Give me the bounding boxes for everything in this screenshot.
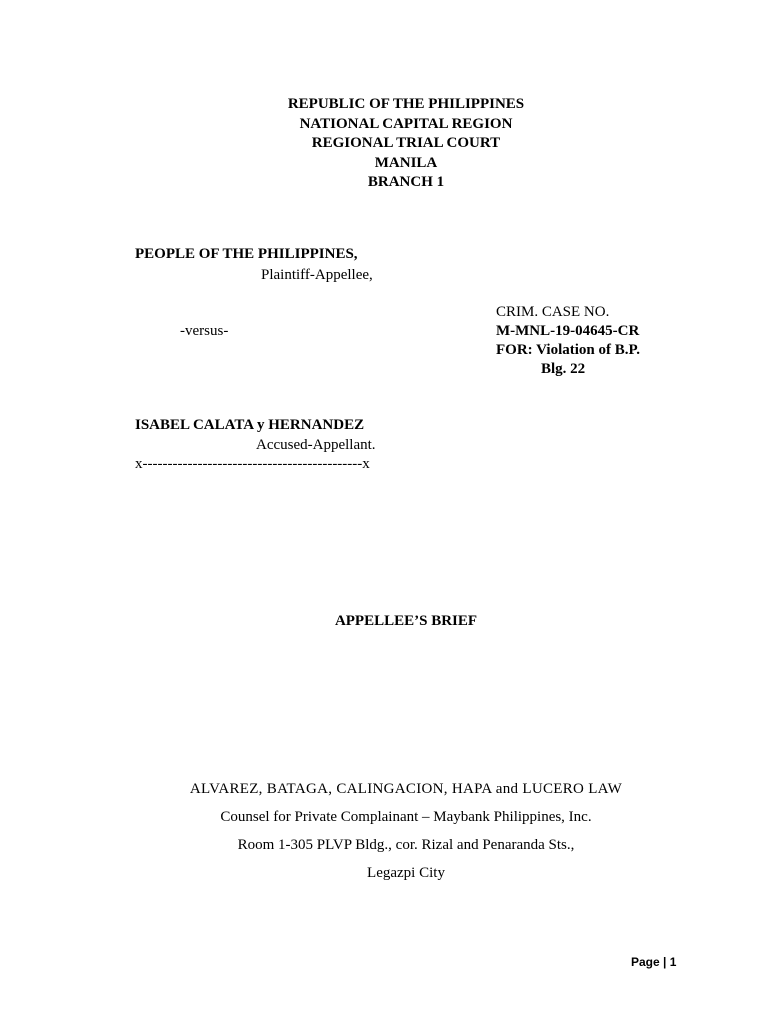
case-charge-continued: Blg. 22	[541, 361, 586, 377]
versus-label: -versus-	[180, 323, 229, 339]
counsel-city: Legazpi City	[367, 865, 445, 881]
accused-name: ISABEL CALATA y HERNANDEZ	[135, 417, 365, 433]
plaintiff-name: PEOPLE OF THE PHILIPPINES,	[135, 246, 358, 262]
court-header-line: BRANCH 1	[367, 174, 445, 190]
document-title: APPELLEE’S BRIEF	[334, 613, 478, 629]
court-header-line: REPUBLIC OF THE PHILIPPINES	[287, 96, 525, 112]
plaintiff-role: Plaintiff-Appellee,	[261, 267, 373, 283]
court-header	[0, 95, 768, 193]
court-header-line: NATIONAL CAPITAL REGION	[299, 115, 513, 132]
case-charge: FOR: Violation of B.P.	[496, 342, 641, 358]
court-header-line: MANILA	[374, 154, 438, 171]
page-number: Page | 1	[631, 955, 677, 969]
counsel-address: Room 1-305 PLVP Bldg., cor. Rizal and Penaranda Sts.,	[237, 837, 575, 853]
court-header-line: REGIONAL TRIAL COURT	[311, 135, 501, 151]
case-number-label: CRIM. CASE NO.	[496, 304, 610, 320]
law-firm-name: ALVAREZ, BATAGA, CALINGACION, HAPA and LUCERO LAW	[189, 781, 623, 797]
caption-separator: x--------------------------------------------x	[135, 456, 370, 472]
counsel-role: Counsel for Private Complainant – Maybank Philippines, Inc.	[220, 809, 592, 825]
counsel-block	[0, 779, 768, 891]
case-number: M-MNL-19-04645-CR	[496, 323, 640, 339]
accused-role: Accused-Appellant.	[256, 437, 376, 453]
